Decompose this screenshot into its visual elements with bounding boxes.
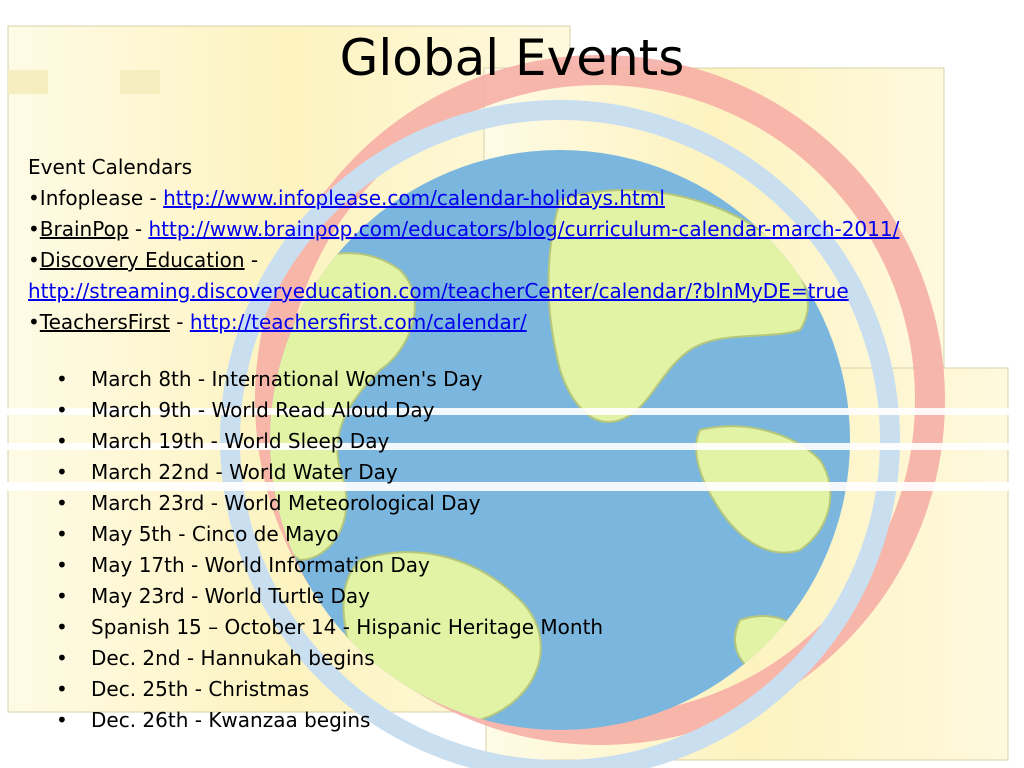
section-heading: Event Calendars <box>28 155 193 179</box>
event-item <box>28 674 988 705</box>
resource-link-line <box>28 276 988 307</box>
bullet-dot: • <box>28 248 40 272</box>
bullet-dot: • <box>56 522 68 546</box>
event-text: March 22nd - World Water Day <box>91 460 398 484</box>
event-item <box>28 519 988 550</box>
bullet-dot: • <box>56 429 68 453</box>
slide-body <box>28 152 988 736</box>
resource-name: Infoplease <box>39 186 144 210</box>
bullet-dot: • <box>56 615 68 639</box>
event-text: March 19th - World Sleep Day <box>91 429 390 453</box>
event-text: March 8th - International Women's Day <box>91 367 483 391</box>
bullet-dot: • <box>56 677 68 701</box>
bullet-dot: • <box>56 367 68 391</box>
resource-item <box>28 307 988 338</box>
event-text: May 23rd - World Turtle Day <box>91 584 370 608</box>
separator: - <box>143 186 164 210</box>
bullet-dot: • <box>56 646 68 670</box>
resource-link[interactable]: http://www.infoplease.com/calendar-holidays.html <box>163 186 665 210</box>
bullet-dot: • <box>56 398 68 422</box>
event-item <box>28 426 988 457</box>
event-text: March 9th - World Read Aloud Day <box>91 398 435 422</box>
bullet-dot: • <box>56 491 68 515</box>
separator: - <box>169 310 190 334</box>
resource-name: BrainPop <box>39 217 129 241</box>
bullet-dot: • <box>56 584 68 608</box>
resource-link[interactable]: http://www.brainpop.com/educators/blog/curriculum-calendar-march-2011/ <box>148 217 900 241</box>
event-item <box>28 612 988 643</box>
event-item <box>28 643 988 674</box>
bullet-dot: • <box>28 217 40 241</box>
resource-item <box>28 183 988 214</box>
event-item <box>28 550 988 581</box>
resource-name: Discovery Education <box>39 248 245 272</box>
event-text: Spanish 15 – October 14 - Hispanic Heritage Month <box>91 615 604 639</box>
event-text: March 23rd - World Meteorological Day <box>91 491 481 515</box>
bullet-dot: • <box>28 186 40 210</box>
event-item <box>28 395 988 426</box>
event-item <box>28 364 988 395</box>
event-item <box>28 488 988 519</box>
resource-item <box>28 214 988 245</box>
bullet-dot: • <box>56 553 68 577</box>
event-item <box>28 705 988 736</box>
event-item <box>28 457 988 488</box>
event-text: May 5th - Cinco de Mayo <box>91 522 339 546</box>
event-text: Dec. 2nd - Hannukah begins <box>91 646 375 670</box>
resource-link[interactable]: http://streaming.discoveryeducation.com/teacherCenter/calendar/?blnMyDE=true <box>28 279 849 303</box>
event-item <box>28 581 988 612</box>
bullet-dot: • <box>56 460 68 484</box>
bullet-dot: • <box>56 708 68 732</box>
event-text: Dec. 25th - Christmas <box>91 677 310 701</box>
event-text: May 17th - World Information Day <box>91 553 430 577</box>
slide-title: Global Events <box>339 29 685 87</box>
resource-item <box>28 245 988 276</box>
resource-list <box>28 183 988 338</box>
resource-name: TeachersFirst <box>39 310 170 334</box>
bullet-dot: • <box>28 310 40 334</box>
event-text: Dec. 26th - Kwanzaa begins <box>91 708 371 732</box>
separator: - <box>244 248 259 272</box>
resource-link[interactable]: http://teachersfirst.com/calendar/ <box>189 310 527 334</box>
separator: - <box>128 217 149 241</box>
event-list <box>28 364 988 736</box>
